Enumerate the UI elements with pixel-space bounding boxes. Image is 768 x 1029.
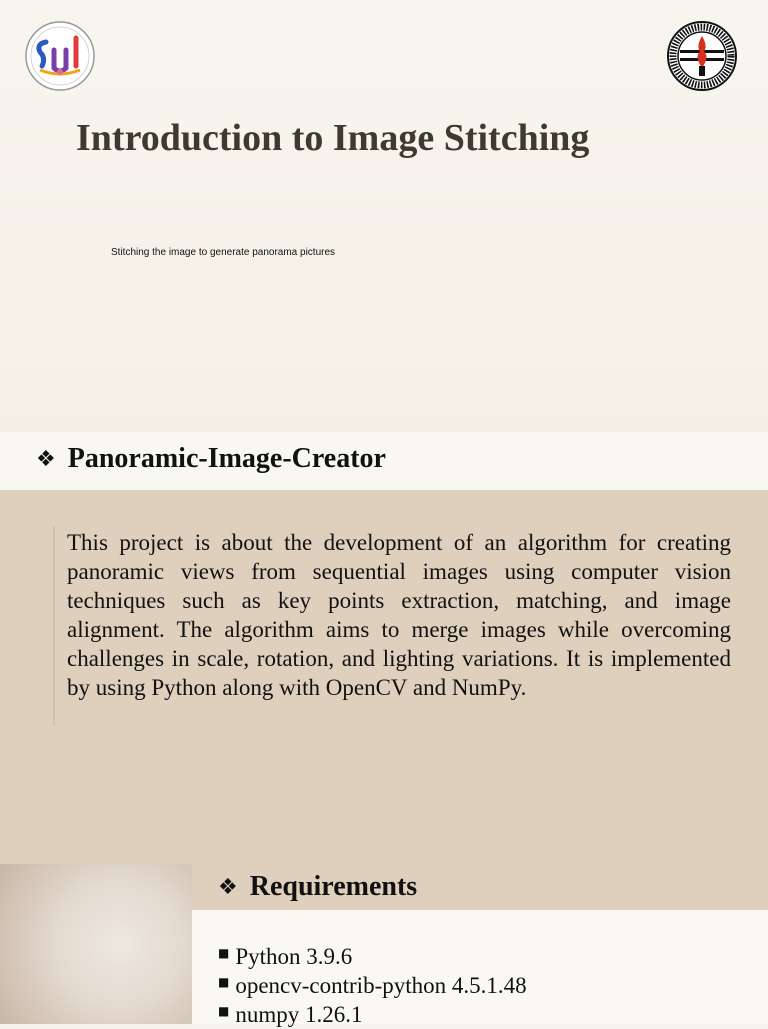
quote-rule: [53, 526, 55, 726]
university-logo-icon: [24, 20, 96, 92]
college-seal-icon: [666, 20, 738, 92]
project-heading-text: Panoramic-Image-Creator: [67, 443, 386, 474]
square-bullet-icon: ■: [218, 975, 230, 989]
list-item: ■ Python 3.9.6: [218, 942, 527, 971]
project-description: This project is about the development of an algorithm for creating panoramic views from sequential images using computer vision techniques such as key points extraction, matching, and image alignment. The algorithm aims to merge images while overcoming challenges in scale, rotation, and lighting variations. It is implemented by using Python along with OpenCV and NumPy.: [67, 530, 731, 700]
image-caption: Stitching the image to generate panorama pictures: [111, 247, 336, 258]
diamond-bullet-icon: ❖: [36, 446, 56, 472]
diamond-bullet-icon: ❖: [218, 874, 238, 900]
list-item: ■ numpy 1.26.1: [218, 1000, 527, 1029]
requirements-heading-text: Requirements: [249, 871, 418, 902]
list-item: ■ opencv-contrib-python 4.5.1.48: [218, 971, 527, 1000]
project-heading: [36, 443, 386, 475]
square-bullet-icon: ■: [218, 1004, 230, 1018]
requirements-list: [218, 942, 527, 1029]
decorative-photo: [0, 864, 192, 1024]
square-bullet-icon: ■: [218, 946, 230, 960]
requirements-heading: [218, 871, 417, 903]
title-area: [0, 0, 768, 432]
page-title: Introduction to Image Stitching: [76, 117, 590, 159]
